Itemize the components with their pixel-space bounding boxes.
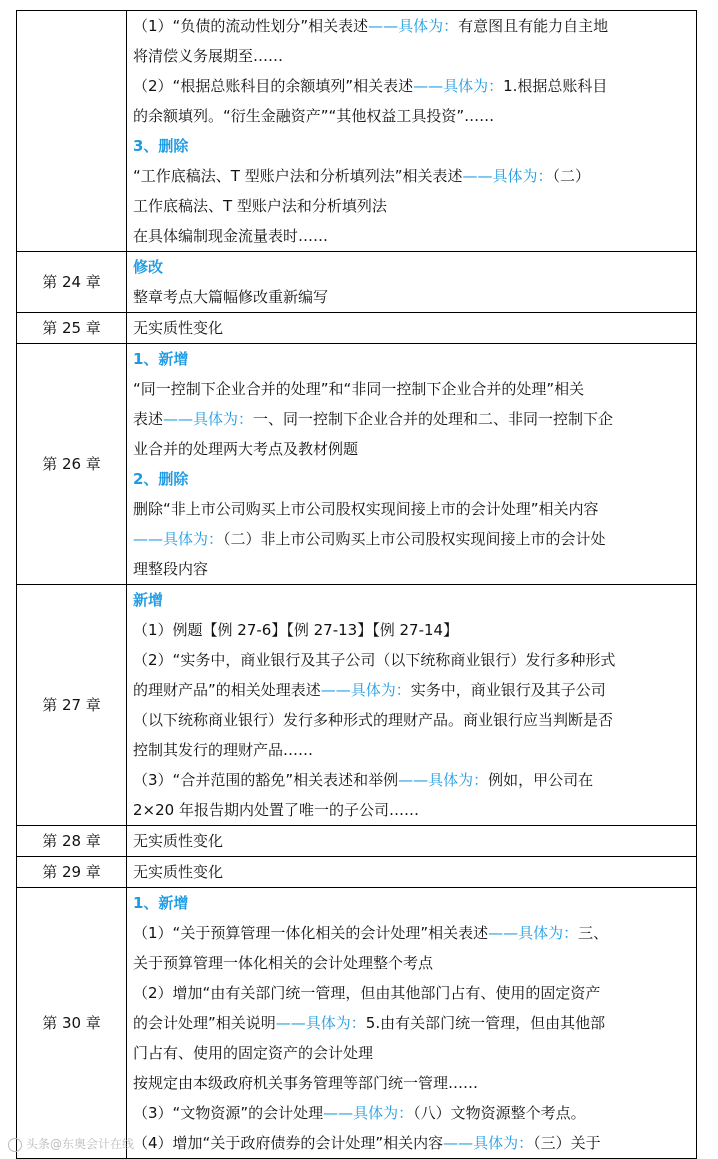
line-text: 无实质性变化 — [133, 319, 224, 337]
table-row — [17, 826, 697, 857]
detail-marker: ——具体为： — [133, 530, 224, 548]
line-text: （1）“负债的流动性划分”相关表述 — [133, 17, 369, 35]
text-line — [133, 675, 692, 705]
line-text: 1.根据总账科目 — [503, 77, 608, 95]
chapter-cell: 第 27 章 — [17, 585, 127, 826]
text-line — [133, 795, 692, 825]
text-line — [133, 404, 692, 434]
text-line — [133, 11, 692, 41]
line-text: （1）“关于预算管理一体化相关的会计处理”相关表述 — [133, 924, 489, 942]
table-row — [17, 888, 697, 1159]
line-text: 删除“非上市公司购买上市公司股权实现间接上市的会计处理”相关内容 — [133, 500, 599, 518]
text-line — [133, 948, 692, 978]
line-text: 无实质性变化 — [133, 863, 224, 881]
content-cell — [127, 252, 697, 313]
line-text: （2）“实务中，商业银行及其子公司（以下统称商业银行）发行多种形式 — [133, 651, 616, 669]
chapter-cell: 第 28 章 — [17, 826, 127, 857]
line-text: （八）文物资源整个考点。 — [413, 1104, 586, 1122]
chapter-cell: 第 25 章 — [17, 313, 127, 344]
line-text: 例如，甲公司在 — [488, 771, 594, 789]
text-line — [133, 313, 692, 343]
line-text: 实务中，商业银行及其子公司 — [410, 681, 606, 699]
table-row — [17, 857, 697, 888]
line-text: “同一控制下企业合并的处理”和“非同一控制下企业合并的处理”相关 — [133, 380, 585, 398]
line-text: 无实质性变化 — [133, 832, 224, 850]
text-line — [133, 161, 692, 191]
text-line — [133, 705, 692, 735]
detail-marker: ——具体为： — [398, 771, 489, 789]
line-text: （3）“文物资源”的会计处理 — [133, 1104, 324, 1122]
table-row — [17, 344, 697, 585]
chapter-cell: 第 24 章 — [17, 252, 127, 313]
detail-marker: ——具体为： — [488, 924, 579, 942]
section-heading-text: 1、新增 — [133, 894, 189, 912]
chapter-cell — [17, 11, 127, 252]
table-row — [17, 11, 697, 252]
line-text: 2×20 年报告期内处置了唯一的子公司…… — [133, 801, 419, 819]
text-line — [133, 765, 692, 795]
text-line — [133, 1008, 692, 1038]
chapter-cell: 第 26 章 — [17, 344, 127, 585]
line-text: 在具体编制现金流量表时…… — [133, 227, 329, 245]
line-text: （三）关于 — [533, 1134, 601, 1152]
section-heading — [133, 131, 692, 161]
text-line — [133, 434, 692, 464]
text-line — [133, 918, 692, 948]
text-line — [133, 494, 692, 524]
line-text: （2）增加“由有关部门统一管理，但由其他部门占有、使用的固定资产 — [133, 984, 601, 1002]
detail-marker: ——具体为： — [462, 167, 553, 185]
section-heading-text: 1、新增 — [133, 350, 189, 368]
text-line — [133, 554, 692, 584]
section-heading — [133, 585, 692, 615]
text-line — [133, 524, 692, 554]
text-line — [133, 826, 692, 856]
section-heading — [133, 344, 692, 374]
line-text: 一、同一控制下企业合并的处理和二、非同一控制下企 — [253, 410, 614, 428]
section-heading-text: 修改 — [133, 258, 164, 276]
text-line — [133, 374, 692, 404]
line-text: （1）例题【例 27-6】【例 27-13】【例 27-14】 — [133, 621, 459, 639]
line-text: 理整段内容 — [133, 560, 209, 578]
text-line — [133, 1038, 692, 1068]
text-line — [133, 101, 692, 131]
changes-table — [16, 10, 697, 1159]
detail-marker: ——具体为： — [163, 410, 254, 428]
line-text: 的余额填列。“衍生金融资产”“其他权益工具投资”…… — [133, 107, 495, 125]
line-text: 将清偿义务展期至…… — [133, 47, 284, 65]
section-heading-text: 新增 — [133, 591, 164, 609]
line-text: 门占有、使用的固定资产的会计处理 — [133, 1044, 374, 1062]
section-heading — [133, 888, 692, 918]
content-cell — [127, 857, 697, 888]
text-line — [133, 221, 692, 251]
content-cell — [127, 313, 697, 344]
content-cell — [127, 585, 697, 826]
detail-marker: ——具体为： — [413, 77, 504, 95]
detail-marker: ——具体为： — [443, 1134, 534, 1152]
text-line — [133, 41, 692, 71]
table-row — [17, 585, 697, 826]
line-text: 的会计处理”相关说明 — [133, 1014, 276, 1032]
text-line — [133, 735, 692, 765]
detail-marker: ——具体为： — [275, 1014, 366, 1032]
text-line — [133, 191, 692, 221]
footer-watermark: 头条@东奥会计在线 — [8, 1135, 134, 1152]
content-cell — [127, 826, 697, 857]
text-line — [133, 978, 692, 1008]
content-cell — [127, 344, 697, 585]
detail-marker: ——具体为： — [323, 1104, 414, 1122]
line-text: 有意图且有能力自主地 — [458, 17, 609, 35]
line-text: 整章考点大篇幅修改重新编写 — [133, 288, 329, 306]
content-cell — [127, 888, 697, 1159]
text-line — [133, 615, 692, 645]
table-row — [17, 252, 697, 313]
line-text: 控制其发行的理财产品…… — [133, 741, 314, 759]
line-text: 的理财产品”的相关处理表述 — [133, 681, 321, 699]
detail-marker: ——具体为： — [368, 17, 459, 35]
section-heading — [133, 464, 692, 494]
line-text: 5.由有关部门统一管理，但由其他部 — [365, 1014, 606, 1032]
line-text: 表述 — [133, 410, 164, 428]
line-text: 按规定由本级政府机关事务管理等部门统一管理…… — [133, 1074, 479, 1092]
text-line — [133, 645, 692, 675]
chapter-cell: 第 29 章 — [17, 857, 127, 888]
line-text: （3）“合并范围的豁免”相关表述和举例 — [133, 771, 399, 789]
line-text: 关于预算管理一体化相关的会计处理整个考点 — [133, 954, 434, 972]
line-text: 三、 — [578, 924, 609, 942]
text-line — [133, 1098, 692, 1128]
detail-marker: ——具体为： — [320, 681, 411, 699]
line-text: 工作底稿法、T 型账户法和分析填列法 — [133, 197, 387, 215]
line-text: （二）非上市公司购买上市公司股权实现间接上市的会计处 — [223, 530, 606, 548]
table-row — [17, 313, 697, 344]
content-cell — [127, 11, 697, 252]
watermark-icon — [8, 1138, 22, 1152]
line-text: （二） — [552, 167, 591, 185]
line-text: （4）增加“关于政府债券的会计处理”相关内容 — [133, 1134, 444, 1152]
text-line — [133, 1068, 692, 1098]
line-text: 业合并的处理两大考点及教材例题 — [133, 440, 359, 458]
text-line — [133, 282, 692, 312]
text-line — [133, 857, 692, 887]
line-text: （以下统称商业银行）发行多种形式的理财产品。商业银行应当判断是否 — [133, 711, 614, 729]
section-heading-text: 2、删除 — [133, 470, 189, 488]
line-text: （2）“根据总账科目的余额填列”相关表述 — [133, 77, 414, 95]
text-line — [133, 71, 692, 101]
chapter-cell: 第 30 章 — [17, 888, 127, 1159]
section-heading — [133, 252, 692, 282]
section-heading-text: 3、删除 — [133, 137, 189, 155]
line-text: “工作底稿法、T 型账户法和分析填列法”相关表述 — [133, 167, 463, 185]
